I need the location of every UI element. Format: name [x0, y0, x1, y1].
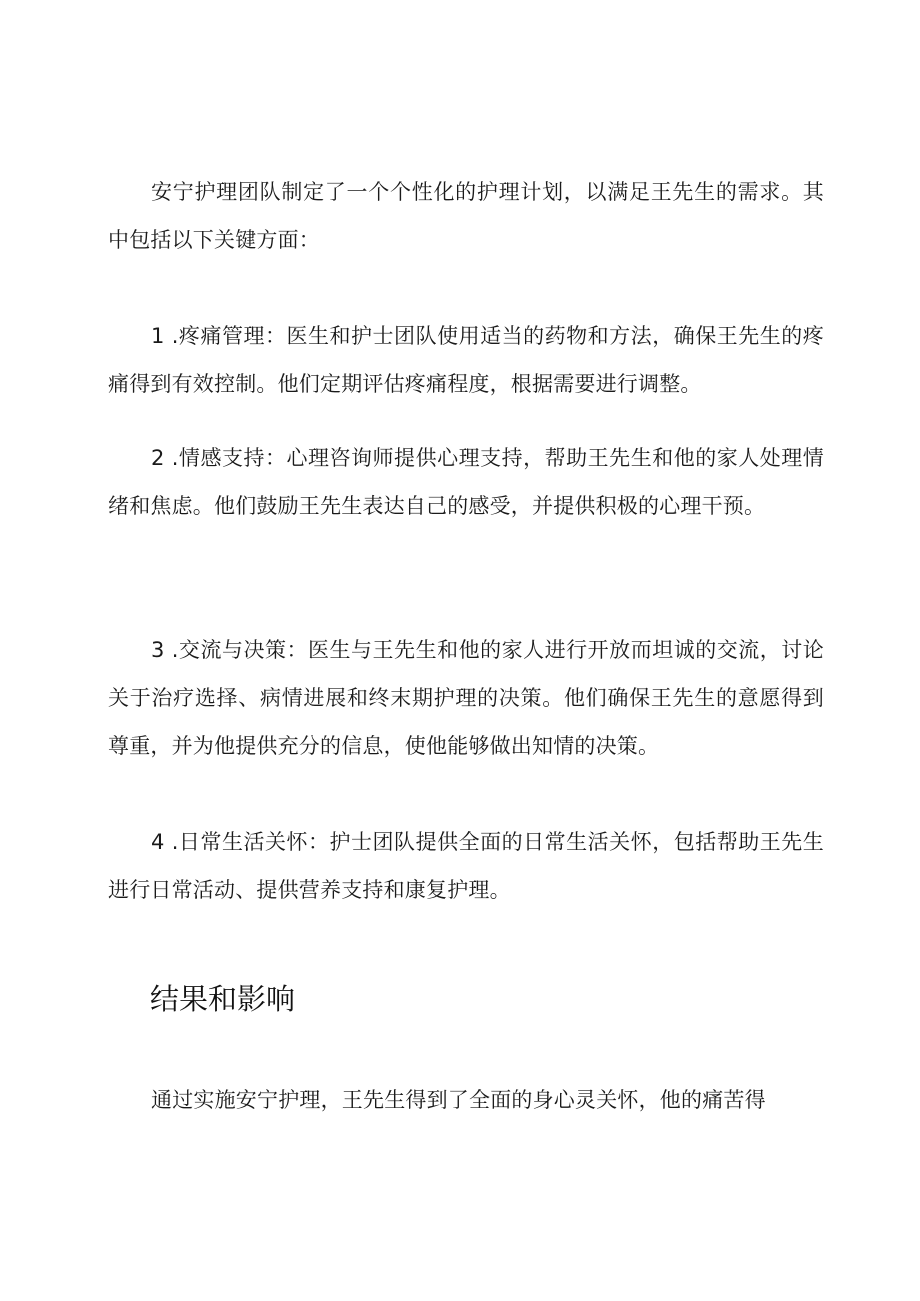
- list-item-communication-decision: 3 .交流与决策：医生与王先生和他的家人进行开放而坦诚的交流，讨论关于治疗选择、病情进展和终末期护理的决策。他们确保王先生的意愿得到尊重，并为他提供充分的信息，使他能够做出知情的决策。: [108, 638, 824, 758]
- section-heading: 结果和影响: [150, 982, 296, 1016]
- list-item-emotional-support: 2 .情感支持：心理咨询师提供心理支持，帮助王先生和他的家人处理情绪和焦虑。他们鼓励王先生表达自己的感受，并提供积极的心理干预。: [108, 446, 824, 518]
- list-item-pain-management: 1 .疼痛管理：医生和护士团队使用适当的药物和方法，确保王先生的疼痛得到有效控制。他们定期评估疼痛程度，根据需要进行调整。: [108, 324, 824, 396]
- intro-paragraph: 安宁护理团队制定了一个个性化的护理计划，以满足王先生的需求。其中包括以下关键方面：: [108, 180, 824, 252]
- list-item-daily-care: 4 .日常生活关怀：护士团队提供全面的日常生活关怀，包括帮助王先生进行日常活动、提供营养支持和康复护理。: [108, 830, 824, 902]
- result-paragraph: 通过实施安宁护理，王先生得到了全面的身心灵关怀，他的痛苦得: [151, 1088, 766, 1112]
